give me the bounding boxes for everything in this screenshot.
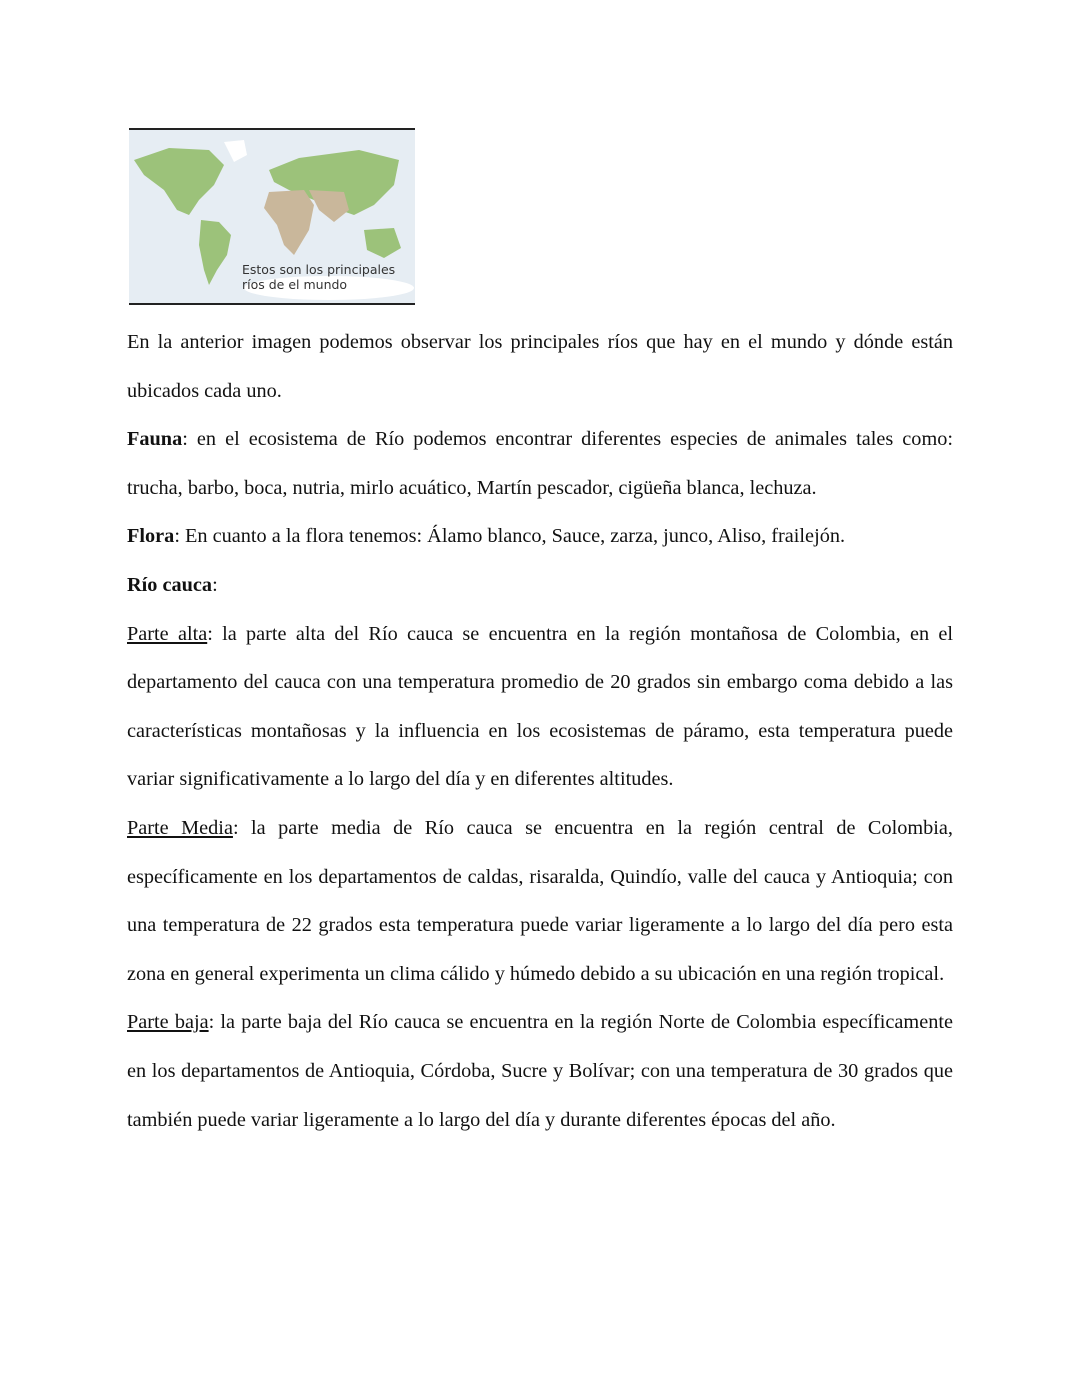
parte-baja-label: Parte baja (127, 1011, 209, 1034)
world-rivers-map-image (129, 128, 415, 305)
intro-paragraph: En la anterior imagen podemos observar los principales ríos que hay en el mundo y dónde están ubicados cada uno. (127, 331, 953, 402)
parte-alta-paragraph (127, 610, 953, 804)
cauca-heading (127, 561, 953, 610)
caption-line-2: ríos de el mundo (242, 277, 348, 292)
caption-line-1: Estos son los principales (242, 262, 396, 277)
parte-media-paragraph (127, 804, 953, 998)
flora-paragraph (127, 512, 953, 561)
parte-baja-text: : la parte baja del Río cauca se encuentra en la región Norte de Colombia específicamente en los departamentos de Antioquia, Córdoba, Sucre y Bolívar; con una temperatura de 30 grados que también puede variar ligeramente a lo largo del día y durante diferentes épocas del año. (127, 1011, 953, 1131)
parte-alta-text: : la parte alta del Río cauca se encuentra en la región montañosa de Colombia, en el departamento del cauca con una temperatura promedio de 20 grados sin embargo coma debido a las características montañosas y la influencia en los ecosistemas de páramo, esta temperatura puede variar significativamente a lo largo del día y en diferentes altitudes. (127, 622, 953, 791)
flora-label: Flora (127, 525, 175, 548)
fauna-paragraph (127, 415, 953, 512)
cauca-colon: : (212, 573, 218, 596)
flora-text: : En cuanto a la flora tenemos: Álamo blanco, Sauce, zarza, junco, Aliso, frailejón. (174, 525, 846, 548)
parte-media-text: : la parte media de Río cauca se encuentra en la región central de Colombia, específicamente en los departamentos de caldas, risaralda, Quindío, valle del cauca y Antioquia; con una temperatura de 22 grados esta temperatura puede variar ligeramente a lo largo del día pero esta zona en general experimenta un clima cálido y húmedo debido a su ubicación en una región tropical. (127, 816, 953, 985)
fauna-text: : en el ecosistema de Río podemos encontrar diferentes especies de animales tales como: trucha, barbo, boca, nutria, mirlo acuático, Martín pescador, cigüeña blanca, lechuza. (127, 428, 953, 499)
parte-media-label: Parte Media (127, 816, 233, 839)
parte-alta-label: Parte alta (127, 622, 208, 645)
map-caption (242, 262, 395, 292)
fauna-label: Fauna (127, 428, 183, 451)
document-body (127, 318, 953, 1144)
cauca-label: Río cauca (127, 573, 213, 596)
parte-baja-paragraph (127, 998, 953, 1144)
